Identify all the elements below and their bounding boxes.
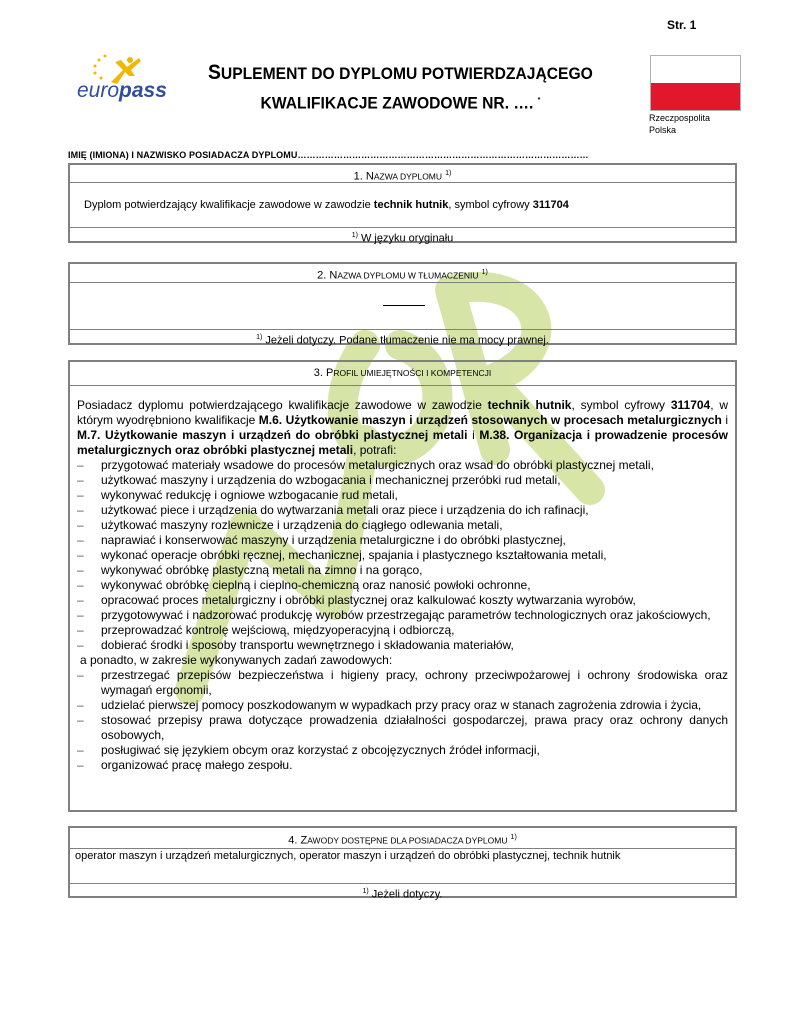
list-item [77, 503, 728, 518]
section-2-content [70, 283, 735, 329]
flag-caption-line1: Rzeczpospolita [649, 113, 711, 123]
page-number: Str. 1 [667, 18, 697, 32]
section-diploma-name [68, 163, 737, 243]
list-item [77, 713, 728, 743]
section-4-sup: 1) [510, 834, 517, 841]
polish-flag [650, 55, 741, 111]
list-item-text: użytkować maszyny i urządzenia do wzbogacania i mechanicznej przeróbki rud metali, [101, 473, 561, 487]
holder-name-line: IMIĘ (IMIONA) I NAZWISKO POSIADACZA DYPLOMU…………………………………………………………………………………… [68, 150, 589, 160]
list-item [77, 638, 728, 653]
list-item-text: dobierać środki i sposoby transportu wewnętrznego i składowania materiałów, [101, 638, 514, 652]
additional-intro: a ponadto, w zakresie wykonywanych zadań zawodowych: [80, 653, 393, 667]
footnote-text: Jeżeli dotyczy. [371, 888, 443, 901]
title-initial: S [208, 61, 221, 84]
dash-bullet: – [77, 473, 84, 487]
list-item [77, 608, 728, 623]
section-2-number: 2. [317, 269, 327, 282]
intro-bold: technik hutnik [487, 398, 572, 412]
list-item [77, 533, 728, 548]
intro-bold: 311704 [670, 398, 711, 412]
list-item-text: organizować pracę małego zespołu. [101, 758, 293, 772]
footnote-sup: 1) [362, 888, 369, 895]
intro-text: , potrafi: [353, 443, 397, 457]
section-4-footnote [70, 883, 735, 900]
section-2-heading [70, 264, 735, 283]
list-item-text: użytkować maszyny rozlewnicze i urządzenia do ciągłego odlewania metali, [101, 518, 503, 532]
section-1-title: AZWA DYPLOMU [373, 171, 443, 182]
list-item-text: wykonywać redukcję i ogniowe wzbogacanie rud metali, [101, 488, 398, 502]
title-line2: KWALIFIKACJE ZAWODOWE NR. …. [260, 93, 534, 113]
logo-euro: euro [77, 79, 120, 102]
section-3-heading [70, 362, 735, 386]
section-3-title: ROFIL UMIEJĘTNOŚCI I KOMPETENCJI [333, 368, 492, 378]
list-item [77, 758, 728, 773]
list-item-text: stosować przepisy prawa dotyczące prowadzenia działalności gospodarczej, prawa pracy oraz ochrony danych osobowych, [101, 713, 728, 742]
intro-text: Posiadacz dyplomu potwierdzającego kwalifikacje zawodowe w zawodzie [77, 398, 488, 412]
section-4-title: AWODY DOSTĘPNE DLA POSIADACZA DYPLOMU [307, 835, 508, 846]
section-diploma-translation [68, 262, 737, 345]
list-item [77, 743, 728, 758]
list-item [77, 473, 728, 488]
dash-bullet: – [77, 638, 84, 652]
list-item-text: opracować proces metalurgiczny i obróbki plastycznej oraz kalkulować koszty wytwarzania wyrobów, [101, 593, 636, 607]
section-3-number: 3. [313, 367, 323, 379]
page-title [198, 59, 603, 117]
section-1-footnote [70, 227, 735, 243]
intro-bold: M.7. Użytkowanie maszyn i urządzeń do obróbki plastycznej metali [77, 428, 468, 442]
list-item [77, 488, 728, 503]
section-3-body [70, 386, 735, 773]
dash-bullet: – [77, 758, 84, 772]
dash-bullet: – [77, 623, 84, 637]
dash-bullet: – [77, 518, 84, 532]
list-item [77, 548, 728, 563]
list-item [77, 563, 728, 578]
section-accessible-occupations [68, 826, 737, 901]
list-item-text: wykonać operacje obróbki ręcznej, mechanicznej, spajania i plastycznego kształtowania metali, [101, 548, 607, 562]
list-item [77, 578, 728, 593]
europass-logo [73, 54, 183, 108]
flag-caption-line2: Polska [649, 125, 677, 135]
list-item-text: przestrzegać przepisów bezpieczeństwa i higieny pracy, ochrony przeciwpożarowej i ochrony środowiska oraz wymagań ergonomii, [101, 668, 728, 697]
title-asterisk: * [537, 97, 541, 104]
section-1-content [70, 183, 735, 227]
intro-text: i [721, 413, 729, 427]
dash-bullet: – [77, 488, 84, 502]
section-skills-profile [68, 360, 737, 812]
section-3-title-initial: P [326, 367, 334, 379]
list-item-text: użytkować piece i urządzenia do wytwarzania metali oraz piece i urządzenia do ich rafinacji, [101, 503, 589, 517]
intro-text: i [467, 428, 480, 442]
logo-pass: pass [119, 79, 167, 102]
list-item [77, 458, 728, 473]
intro-text: , symbol cyfrowy [571, 398, 671, 412]
section-2-title: AZWA DYPLOMU W TŁUMACZENIU [337, 270, 479, 281]
dash-bullet: – [77, 713, 84, 727]
section-1-sup: 1) [445, 170, 452, 177]
logo-wordmark [77, 79, 167, 103]
footnote-sup: 1) [256, 334, 263, 341]
dash-bullet: – [77, 548, 84, 562]
content-mid: , symbol cyfrowy [448, 199, 533, 211]
list-item-text: przygotować materiały wsadowe do procesów metalurgicznych oraz wsad do obróbki plastycznej metali, [101, 458, 654, 472]
flag-red-stripe [651, 83, 740, 110]
section-2-footnote [70, 329, 735, 345]
content-profession: technik hutnik [373, 199, 449, 211]
intro-bold: M.6. Użytkowanie maszyn i urządzeń stosowanych w procesach metalurgicznych [258, 413, 722, 427]
dash-bullet: – [77, 608, 84, 622]
title-line1: UPLEMENT DO DYPLOMU POTWIERDZAJĄCEGO [220, 64, 593, 83]
dash-bullet: – [77, 503, 84, 517]
list-item [77, 593, 728, 608]
section-2-title-initial: N [329, 269, 338, 282]
intro-text: , w którym wyodrębniono kwalifikacje [77, 398, 728, 427]
list-item-text: naprawiać i konserwować maszyny i urządzenia metalurgiczne i do obróbki plastycznej, [101, 533, 566, 547]
section-4-title-initial: Z [300, 834, 308, 847]
additional-skills-list [77, 668, 728, 773]
section-2-sup: 1) [481, 269, 488, 276]
footnote-sup: 1) [351, 232, 358, 239]
list-item-text: przeprowadzać kontrolę wejściową, międzyoperacyjną i odbiorczą, [101, 623, 455, 637]
section-1-number: 1. [353, 170, 363, 183]
flag-white-stripe [651, 56, 740, 83]
list-item-text: przygotowywać i nadzorować produkcję wyrobów przestrzegając parametrów technologicznych oraz jakościowych, [101, 608, 711, 622]
list-item-text: wykonywać obróbkę cieplną i cieplno-chemiczną oraz nanosić powłoki ochronne, [101, 578, 531, 592]
dash-bullet: – [77, 743, 84, 757]
section-1-title-initial: N [365, 170, 374, 183]
section-4-content: operator maszyn i urządzeń metalurgicznych, operator maszyn i urządzeń do obróbki plastycznej, technik hutnik [75, 850, 621, 862]
list-item-text: udzielać pierwszej pomocy poszkodowanym w wypadkach przy pracy oraz w stanach zagrożenia zdrowia i życia, [101, 698, 702, 712]
dash-bullet: – [77, 668, 84, 682]
dash-bullet: – [77, 698, 84, 712]
list-item [77, 698, 728, 713]
section-4-heading [70, 828, 735, 849]
list-item [77, 623, 728, 638]
skills-list [77, 458, 728, 653]
dash-bullet: – [77, 533, 84, 547]
intro-bold: M.38. Organizacja i prowadzenie procesów metalurgicznych oraz obróbki plastycznej metali [77, 428, 728, 457]
footnote-text: W języku oryginału [360, 232, 454, 245]
dash-bullet: – [77, 563, 84, 577]
content-symbol: 311704 [532, 199, 569, 211]
list-item [77, 518, 728, 533]
dash-bullet: – [77, 578, 84, 592]
dash-bullet: – [77, 458, 84, 472]
content-prefix: Dyplom potwierdzający kwalifikacje zawodowe w zawodzie [84, 199, 374, 211]
flag-caption [649, 112, 710, 136]
list-item-text: wykonywać obróbkę plastyczną metali na zimno i na gorąco, [101, 563, 423, 577]
footnote-text: Jeżeli dotyczy. Podane tłumaczenie nie ma mocy prawnej. [265, 334, 549, 347]
blank-line [383, 305, 425, 306]
profile-intro [77, 398, 728, 458]
list-item [77, 668, 728, 698]
list-item-text: posługiwać się językiem obcym oraz korzystać z obcojęzycznych źródeł informacji, [101, 743, 540, 757]
dash-bullet: – [77, 593, 84, 607]
section-1-heading [70, 165, 735, 183]
section-4-number: 4. [288, 834, 298, 847]
